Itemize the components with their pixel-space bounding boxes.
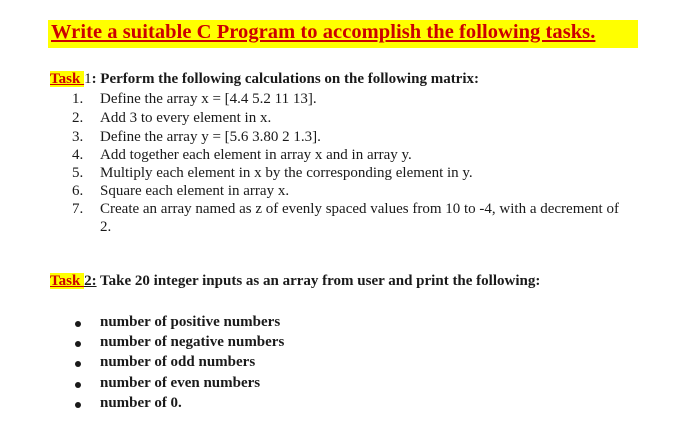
task2-number: 2:: [84, 273, 97, 289]
task1-item-text: Define the array y = [5.6 3.80 2 1.3].: [100, 129, 321, 145]
bullet-icon: [75, 321, 81, 327]
bullet-icon: [75, 361, 81, 367]
task1-heading-text: : Perform the following calculations on the following matrix:: [91, 71, 480, 87]
task1-item-text: Create an array named as z of evenly spaced values from 10 to -4, with a decrement of: [100, 201, 619, 217]
task1-label: Task: [50, 71, 85, 87]
task2-item-text: number of 0.: [100, 395, 182, 411]
task1-item-number: 1.: [72, 91, 84, 107]
task1-item-text: Multiply each element in x by the corresponding element in y.: [100, 165, 473, 181]
task1-item-text: Square each element in array x.: [100, 183, 290, 199]
task1-item-text: Add together each element in array x and in array y.: [100, 147, 412, 163]
task1-heading: [50, 71, 479, 88]
task1-item-number: 4.: [72, 147, 84, 163]
task2-heading: [50, 273, 540, 290]
task1-item-text: Define the array x = [4.4 5.2 11 13].: [100, 91, 317, 107]
document-title: Write a suitable C Program to accomplish the following tasks.: [51, 21, 596, 43]
task1-item-text: Add 3 to every element in x.: [100, 110, 272, 126]
bullet-icon: [75, 402, 81, 408]
task2-heading-text: Take 20 integer inputs as an array from user and print the following:: [96, 273, 541, 289]
task2-item-text: number of odd numbers: [100, 354, 256, 370]
task2-item-text: number of even numbers: [100, 375, 261, 391]
bullet-icon: [75, 341, 81, 347]
task1-item-number: 6.: [72, 183, 84, 199]
title-highlight: [48, 20, 638, 48]
task2-item-text: number of negative numbers: [100, 334, 285, 350]
task2-label: Task: [50, 273, 85, 289]
task1-item-number: 7.: [72, 201, 84, 217]
task2-item-text: number of positive numbers: [100, 314, 281, 330]
bullet-icon: [75, 382, 81, 388]
task1-item-text: 2.: [100, 219, 112, 235]
task1-item-number: 2.: [72, 110, 84, 126]
task1-item-number: 3.: [72, 129, 84, 145]
task1-item-number: 5.: [72, 165, 84, 181]
task1-number: 1: [84, 71, 92, 87]
